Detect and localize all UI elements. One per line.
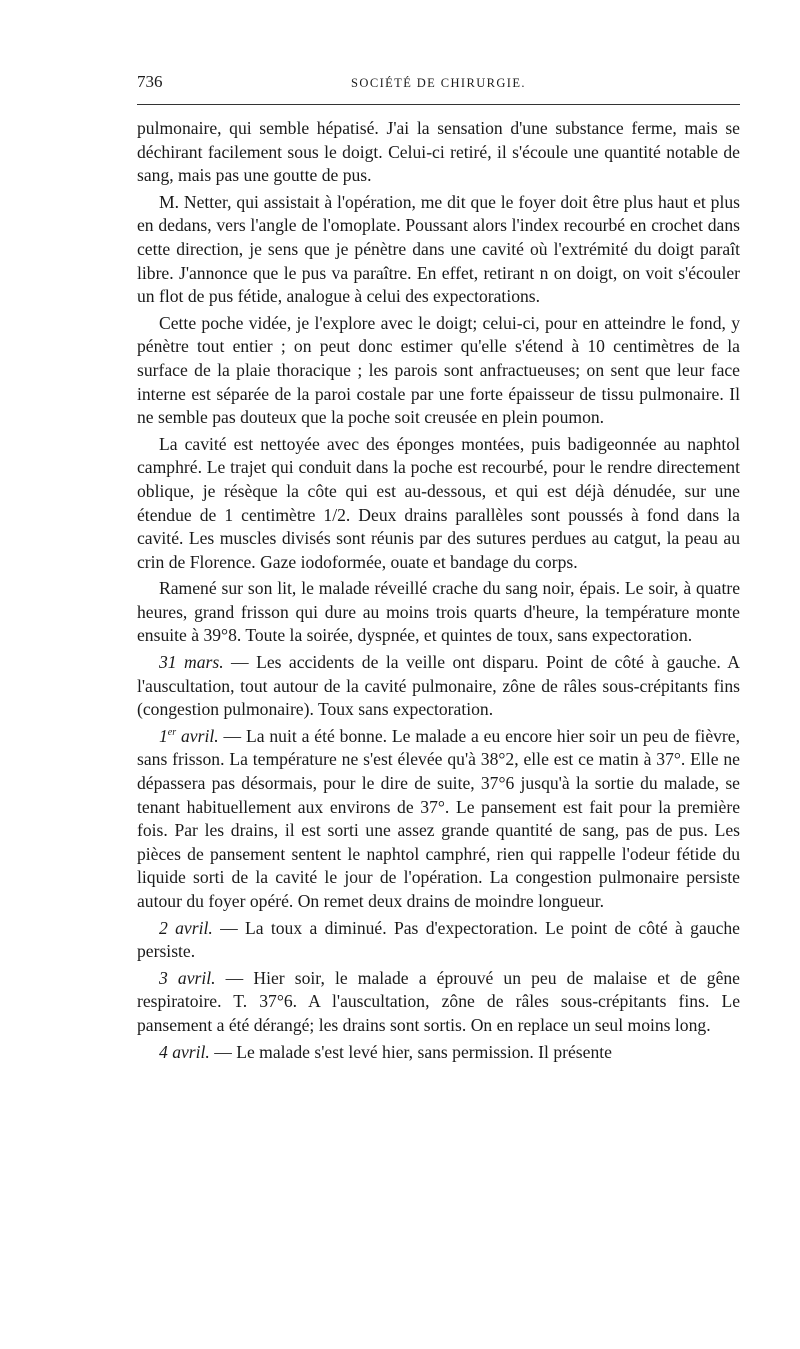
dated-entry: 31 mars. — Les accidents de la veille ont disparu. Point de côté à gauche. A l'auscultation, tout autour de la cavité pulmonaire, zône de râles sous-crépitants fins (congestion pulmonaire). Toux sans expectoration. — [137, 652, 740, 720]
page-number: 736 — [137, 72, 163, 91]
entry-date: 1er avril. — [159, 725, 219, 746]
page-header — [137, 0, 740, 105]
running-head: SOCIÉTÉ DE CHIRURGIE. — [351, 76, 526, 90]
entry-date: 4 avril. — [159, 1041, 210, 1062]
entry-date: 2 avril. — [159, 917, 213, 938]
paragraph: pulmonaire, qui semble hépatisé. J'ai la sensation d'une substance ferme, mais se déchirant facilement sous le doigt. Celui-ci retiré, il s'écoule une quantité notable de sang, mais pas une goutte de pus. — [137, 118, 740, 186]
paragraph: M. Netter, qui assistait à l'opération, me dit que le foyer doit être plus haut et plus en dedans, vers l'angle de l'omoplate. Poussant alors l'index recourbé en crochet dans cette direction, je sens que je pénètre dans une cavité où l'extrémité du doigt paraît libre. J'annonce que le pus va paraître. En effet, retirant n on doigt, on voit s'écouler un flot de pus fétide, analogue à celui des expectorations. — [137, 191, 740, 307]
document-page — [137, 0, 740, 1067]
dated-entry: 2 avril. — La toux a diminué. Pas d'expectoration. Le point de côté à gauche persiste. — [137, 917, 740, 962]
entry-date: 3 avril. — [159, 967, 216, 988]
paragraph: Cette poche vidée, je l'explore avec le doigt; celui-ci, pour en atteindre le fond, y pénètre tout entier ; on peut donc estimer qu'elle s'étend à 10 centimètres de la surface de la plaie thoracique ; les parois sont anfractueuses; on sent que leur face interne est séparée de la paroi costale par une forte épaisseur de tissu pulmonaire. Il ne semble pas douteux que la poche soit creusée en plein poumon. — [137, 312, 740, 428]
paragraph: La cavité est nettoyée avec des éponges montées, puis badigeonnée au naphtol camphré. Le trajet qui conduit dans la poche est recourbé, pour le rendre directement oblique, je résèque la côte qui est au-dessous, et qui est déjà dénudée, sur une étendue de 1 centimètre 1/2. Deux drains parallèles sont poussés à fond dans la cavité. Les muscles divisés sont réunis par des sutures perdues au catgut, la peau au crin de Florence. Gaze iodoformée, ouate et bandage du corps. — [137, 433, 740, 572]
entry-date: 31 mars. — [159, 652, 224, 673]
paragraph: Ramené sur son lit, le malade réveillé crache du sang noir, épais. Le soir, à quatre heures, grand frisson qui dure au moins trois quarts d'heure, la température monte ensuite à 39°8. Toute la soirée, dyspnée, et quintes de toux, sans expectoration. — [137, 578, 740, 646]
dated-entry: 1er avril. — La nuit a été bonne. Le malade a eu encore hier soir un peu de fièvre, sans frisson. La température ne s'est élevée qu'à 38°2, elle est ce matin à 37°. Elle ne dépassera pas désormais, pour le dire de suite, 37°6 jusqu'à la sortie du malade, se tenant habituellement aux environs de 37°. Le pansement est fait pour la première fois. Par les drains, il est sorti une assez grande quantité de sang, pas de pus. Les pièces de pansement sentent le naphtol camphré, rien qui rappelle l'odeur fétide du liquide sorti de la cavité le jour de l'opération. La congestion pulmonaire persiste autour du foyer opéré. On remet deux drains de moindre longueur. — [137, 725, 740, 911]
dated-entry: 3 avril. — Hier soir, le malade a éprouvé un peu de malaise et de gêne respiratoire. T. 37°6. A l'auscultation, zône de râles sous-crépitants fins. Le pansement a été dérangé; les drains sont sortis. On en replace un seul moins long. — [137, 967, 740, 1035]
dated-entry: 4 avril. — Le malade s'est levé hier, sans permission. Il présente — [159, 1041, 612, 1062]
body-text — [137, 117, 740, 1064]
